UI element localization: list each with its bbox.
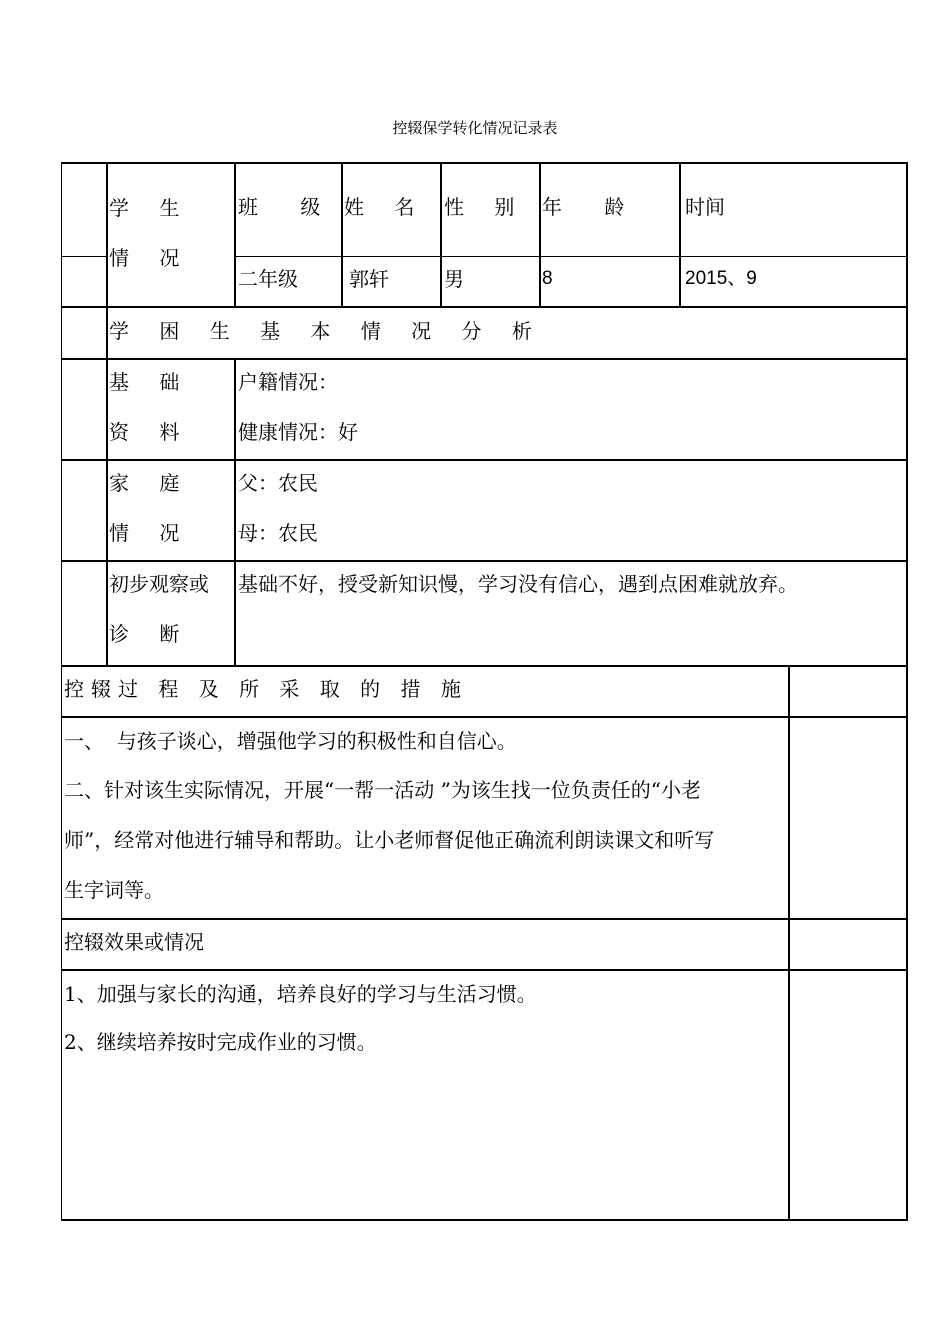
basic-label: 基 础 (109, 370, 192, 394)
process-line: 生字词等。 (64, 878, 164, 902)
rule (61, 665, 908, 667)
family-label: 情 况 (109, 521, 192, 545)
rule (234, 359, 236, 666)
health-status: 健康情况：好 (238, 420, 358, 444)
rule (234, 162, 236, 307)
rule (235, 256, 908, 257)
rule (61, 459, 908, 461)
border-right (906, 162, 908, 1221)
diagnosis-text: 基础不好，授受新知识慢，学习没有信心，遇到点困难就放弃。 (238, 572, 798, 596)
value-name: 郭轩 (349, 267, 389, 291)
rule (61, 358, 908, 360)
basic-label: 资 料 (109, 420, 192, 444)
rule (61, 716, 908, 718)
process-line: 二、针对该生实际情况，开展“一帮一活动 ”为该生找一位负责任的“小老 (64, 778, 702, 802)
value-age: 8 (542, 268, 553, 289)
border-top (61, 162, 908, 164)
process-heading: 控辍过 程 及 所 采 取 的 措 施 (64, 677, 468, 701)
value-gender: 男 (444, 267, 464, 291)
rule (61, 560, 908, 562)
effect-line: 1、加强与家长的沟通，培养良好的学习与生活习惯。 (64, 982, 537, 1006)
rule (61, 969, 908, 971)
analysis-heading: 学 困 生 基 本 情 况 分 析 (109, 319, 544, 343)
process-line: 师”，经常对他进行辅导和帮助。让小老师督促他正确流利朗读课文和听写 (64, 828, 715, 852)
page-title: 控辍保学转化情况记录表 (392, 119, 558, 137)
rule (539, 162, 541, 307)
header-class: 班 级 (238, 195, 339, 219)
effect-line: 2、继续培养按时完成作业的习惯。 (64, 1030, 377, 1054)
diagnosis-label: 诊 断 (109, 622, 192, 646)
mother-occupation: 母：农民 (238, 521, 318, 545)
student-section-label: 学 生 (109, 196, 192, 220)
value-class: 二年级 (238, 267, 298, 291)
rule (61, 256, 107, 257)
rule (440, 162, 442, 307)
student-section-label: 情 况 (109, 246, 192, 270)
border-left (61, 162, 62, 1221)
father-occupation: 父：农民 (238, 471, 318, 495)
rule (788, 666, 790, 1220)
header-time: 时间 (685, 195, 725, 219)
household-status: 户籍情况： (238, 370, 338, 394)
family-label: 家 庭 (109, 471, 192, 495)
header-gender: 性 别 (444, 195, 527, 219)
header-name: 姓 名 (344, 195, 427, 219)
rule (61, 306, 908, 308)
value-time: 2015、9 (685, 268, 757, 289)
rule (106, 162, 108, 666)
rule (341, 162, 343, 307)
process-line: 一、 与孩子谈心，增强他学习的积极性和自信心。 (64, 729, 517, 753)
rule (61, 918, 908, 920)
rule (679, 162, 681, 307)
header-age: 年 龄 (542, 195, 643, 219)
border-bottom (61, 1219, 908, 1221)
effect-heading: 控辍效果或情况 (64, 930, 204, 954)
diagnosis-label: 初步观察或 (109, 572, 209, 596)
